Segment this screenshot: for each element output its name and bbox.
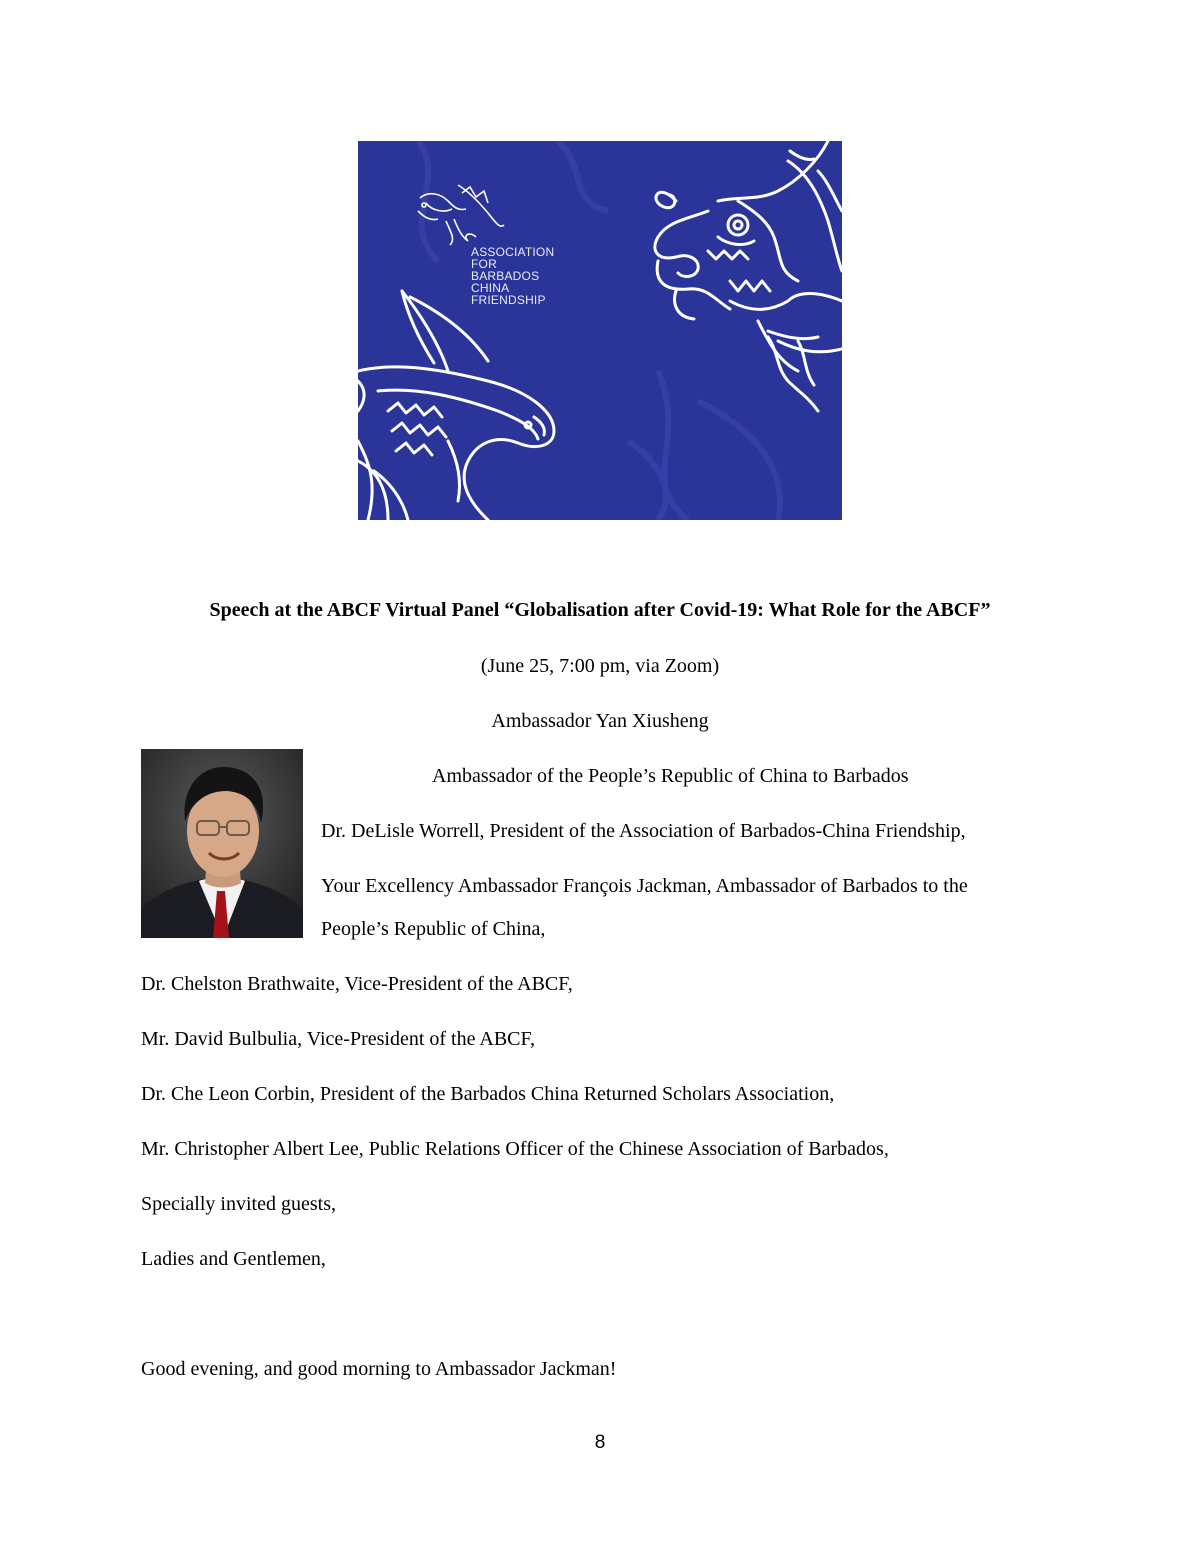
salutation-line: Specially invited guests,: [141, 1193, 336, 1215]
speaker-portrait: [141, 749, 303, 938]
salutation-line: Mr. David Bulbulia, Vice-President of the ABCF,: [141, 1028, 536, 1050]
greeting: Good evening, and good morning to Ambassador Jackman!: [141, 1358, 617, 1380]
org-name-line: CHINA: [471, 281, 510, 295]
speaker-name: Ambassador Yan Xiusheng: [491, 710, 709, 732]
abcf-banner: [358, 141, 842, 520]
speech-title: Speech at the ABCF Virtual Panel “Globalisation after Covid-19: What Role for the ABCF”: [209, 599, 991, 621]
organization-name: [471, 246, 554, 306]
salutation-line: People’s Republic of China,: [321, 918, 546, 940]
logo-icon: [418, 185, 504, 245]
dragon-illustration: [655, 141, 842, 411]
org-name-line: BARBADOS: [471, 269, 540, 283]
salutation-line: Your Excellency Ambassador François Jackman, Ambassador of Barbados to the: [321, 875, 968, 897]
event-details: (June 25, 7:00 pm, via Zoom): [480, 655, 720, 677]
salutation-line: Ladies and Gentlemen,: [141, 1248, 326, 1270]
salutation-line: Dr. DeLisle Worrell, President of the Association of Barbados-China Friendship,: [321, 820, 966, 842]
fish-illustration: [358, 291, 554, 520]
salutation-line: Mr. Christopher Albert Lee, Public Relations Officer of the Chinese Association of Barbados,: [141, 1138, 889, 1160]
org-name-line: FRIENDSHIP: [471, 293, 546, 307]
speaker-title: Ambassador of the People’s Republic of China to Barbados: [432, 765, 909, 787]
salutation-line: Dr. Che Leon Corbin, President of the Barbados China Returned Scholars Association,: [141, 1083, 835, 1105]
org-name-line: ASSOCIATION: [471, 245, 555, 259]
salutation-line: Dr. Chelston Brathwaite, Vice-President of the ABCF,: [141, 973, 573, 995]
banner-artwork: [358, 141, 842, 520]
org-name-line: FOR: [471, 257, 497, 271]
page-number: 8: [594, 1432, 606, 1453]
